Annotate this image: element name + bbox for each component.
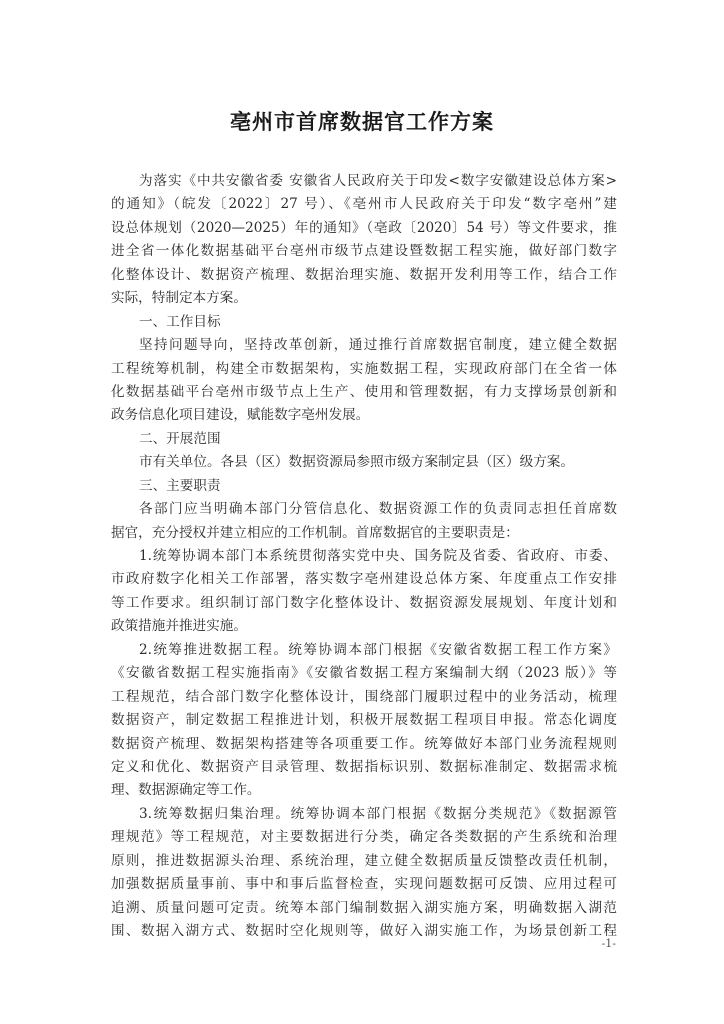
paragraph-line: 原则，推进数据源头治理、系统治理，建立健全数据质量反馈整改责任机制， [111,852,617,869]
paragraph-line: 工程规范，结合部门数字化整体设计，围绕部门履职过程中的业务活动，梳理 [111,688,617,705]
section-heading: 一、工作目标 [139,313,221,330]
paragraph-line: 等工作要求。组织制订部门数字化整体设计、数据资源发展规划、年度计划和 [111,594,617,611]
paragraph-line: 市有关单位。各县（区）数据资源局参照市级方案制定县（区）级方案。 [139,454,574,471]
section-heading: 三、主要职责 [139,477,221,494]
paragraph-line: 的通知》（皖发〔2022〕27 号）、《亳州市人民政府关于印发“数字亳州”建 [111,196,617,213]
paragraph-line: 坚持问题导向，坚持改革创新，通过推行首席数据官制度，建立健全数据 [139,337,617,354]
paragraph-line: 加强数据质量事前、事中和事后监督检查，实现问题数据可反馈、应用过程可 [111,876,617,893]
paragraph-line: 《安徽省数据工程实施指南》《安徽省数据工程方案编制大纲（2023 版）》等 [111,665,617,682]
paragraph-line: 理规范》等工程规范，对主要数据进行分类，确定各类数据的产生系统和治理 [111,829,617,846]
paragraph-line: 实际，特制定本方案。 [111,290,247,307]
paragraph-line: 围、数据入湖方式、数据时空化规则等，做好入湖实施工作，为场景创新工程 [111,923,617,939]
paragraph-line: 政策措施并推进实施。 [111,618,247,635]
paragraph-line: 化整体设计、数据资产梳理、数据治理实施、数据开发利用等工作，结合工作 [111,266,617,283]
paragraph-line: 进全省一体化数据基础平台亳州市级节点建设暨数据工程实施，做好部门数字 [111,243,617,260]
paragraph-line: 1.统筹协调本部门本系统贯彻落实党中央、国务院及省委、省政府、市委、 [139,548,617,564]
paragraph-line: 数据资产，制定数据工程推进计划，积极开展数据工程项目申报。常态化调度 [111,712,617,729]
paragraph-line: 政务信息化项目建设，赋能数字亳州发展。 [111,407,370,424]
paragraph-line: 追溯、质量问题可定责。统筹本部门编制数据入湖实施方案，明确数据入湖范 [111,899,617,916]
paragraph-line: 据官，充分授权并建立相应的工作机制。首席数据官的主要职责是： [111,524,519,541]
paragraph-line: 各部门应当明确本部门分管信息化、数据资源工作的负责同志担任首席数 [139,501,617,518]
paragraph-line: 数据资产梳理、数据架构搭建等各项重要工作。统筹做好本部门业务流程规则 [111,735,617,752]
paragraph-line: 理、数据源确定等工作。 [111,782,261,799]
paragraph-line: 为落实《中共安徽省委 安徽省人民政府关于印发<数字安徽建设总体方案> [139,173,617,189]
paragraph-line: 市政府数字化相关工作部署，落实数字亳州建设总体方案、年度重点工作安排 [111,571,617,588]
paragraph-line: 定义和优化、数据资产目录管理、数据指标识别、数据标准制定、数据需求梳 [111,758,617,775]
page-number: -1- [601,937,616,950]
section-heading: 二、开展范围 [139,430,221,447]
paragraph-line: 工程统筹机制，构建全市数据架构，实施数据工程，实现政府部门在全省一体 [111,360,617,377]
paragraph-line: 2.统筹推进数据工程。统筹协调本部门根据《安徽省数据工程工作方案》 [139,641,617,658]
document-body [111,170,617,943]
page-title: 亳州市首席数据官工作方案 [230,110,494,134]
paragraph-line: 3.统筹数据归集治理。统筹协调本部门根据《数据分类规范》《数据源管 [139,805,617,822]
paragraph-line: 设总体规划（2020—2025）年的通知》（亳政〔2020〕54 号）等文件要求，推 [111,219,617,236]
paragraph-line: 化数据基础平台亳州市级节点上生产、使用和管理数据，有力支撑场景创新和 [111,383,617,400]
